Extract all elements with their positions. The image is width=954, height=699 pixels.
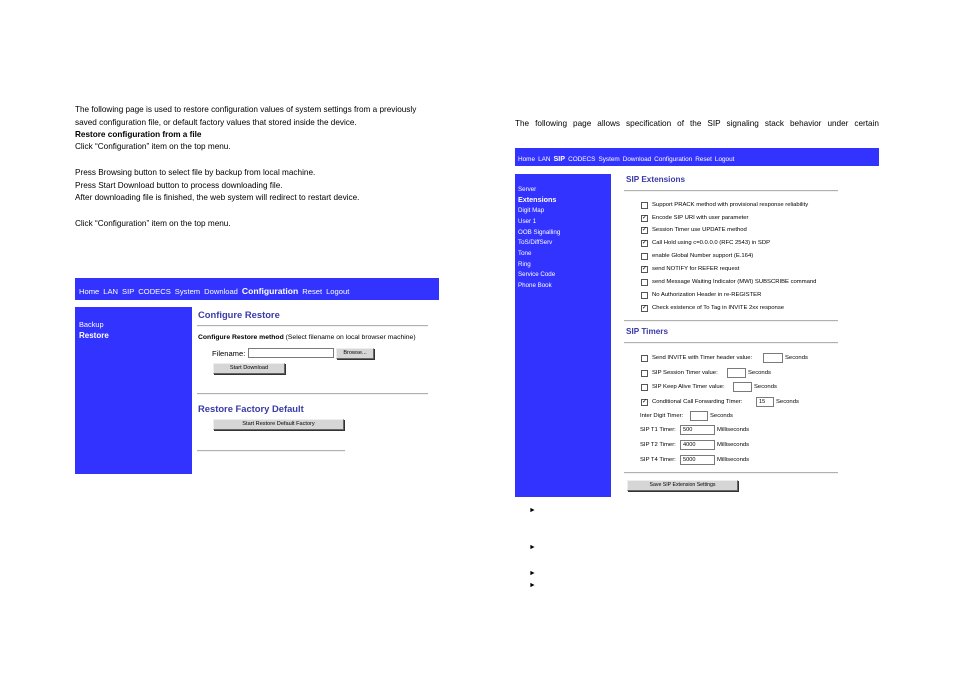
checkbox[interactable]: ✓ xyxy=(642,305,648,311)
menu-home[interactable]: Home xyxy=(79,287,100,296)
unit-label: Seconds xyxy=(748,370,771,376)
divider xyxy=(624,342,838,344)
step-3: Press Start Download button to process downloading file. xyxy=(75,181,283,190)
start-download-button[interactable]: Start Download xyxy=(213,363,285,374)
menu-reset[interactable]: Reset xyxy=(695,156,712,163)
bullet-arrow-icon: ► xyxy=(529,544,536,551)
checkbox[interactable]: ✓ xyxy=(642,399,648,405)
invite-timer-input[interactable] xyxy=(763,353,783,363)
bullet-arrow-icon: ► xyxy=(529,582,536,589)
timer-row-inter-digit xyxy=(640,411,750,422)
sidebar-item-server[interactable]: Server xyxy=(518,186,537,193)
checkbox[interactable]: ✓ xyxy=(642,227,648,233)
divider xyxy=(197,393,428,395)
timer-label: Inter Digit Timer: xyxy=(640,413,684,419)
timer-label: Send INVITE with Timer header value: xyxy=(652,355,753,361)
checkbox[interactable]: ✓ xyxy=(642,266,648,272)
sidebar-item-service-code[interactable]: Service Code xyxy=(518,271,556,278)
divider xyxy=(624,472,838,474)
checkbox[interactable] xyxy=(641,384,648,391)
checkbox[interactable] xyxy=(641,370,648,377)
menu-download[interactable]: Download xyxy=(622,156,652,163)
step-2: Press Browsing button to select file by backup from local machine. xyxy=(75,168,316,177)
forwarding-timer-input[interactable]: 15 xyxy=(756,397,774,407)
sidebar-item-digit-map[interactable]: Digit Map xyxy=(518,207,545,214)
ext-label: send Message Waiting Indicator (MWI) SUBSCRIBE command xyxy=(652,279,817,285)
ext-label: send NOTIFY for REFER request xyxy=(652,266,740,272)
t1-input[interactable]: 500 xyxy=(680,425,715,435)
sip-extensions-title: SIP Extensions xyxy=(626,175,686,184)
menu-lan[interactable]: LAN xyxy=(538,156,551,163)
filename-input[interactable] xyxy=(248,348,334,358)
sidebar-item-phone-book[interactable]: Phone Book xyxy=(518,282,552,289)
unit-label: Milliseconds xyxy=(717,457,750,463)
ext-label: enable Global Number support (E.164) xyxy=(652,253,754,259)
sidebar-item-extensions[interactable]: Extensions xyxy=(518,195,557,204)
unit-label: Seconds xyxy=(754,384,777,390)
ext-label: Call Hold using c=0.0.0.0 (RFC 2543) in SDP xyxy=(652,240,771,246)
step-1: Click “Configuration” item on the top menu. xyxy=(75,142,231,151)
sidebar-item-tos-diffserv[interactable]: ToS/DiffServ xyxy=(518,239,553,246)
bullet-arrow-icon: ► xyxy=(529,570,536,577)
checkbox[interactable] xyxy=(641,355,648,362)
timer-row-t4 xyxy=(640,455,770,466)
unit-label: Milliseconds xyxy=(717,427,750,433)
menu-system[interactable]: System xyxy=(598,156,620,163)
step-4: After downloading file is finished, the web system will redirect to restart device. xyxy=(75,193,360,202)
sidebar-item-tone[interactable]: Tone xyxy=(518,250,532,257)
bullet-arrow-icon: ► xyxy=(529,507,536,514)
keepalive-timer-input[interactable] xyxy=(733,382,752,392)
browse-button[interactable]: Browse... xyxy=(336,348,374,359)
factory-default-title: Restore Factory Default xyxy=(198,403,304,414)
menu-logout[interactable]: Logout xyxy=(326,287,350,296)
timer-label: SIP T4 Timer: xyxy=(640,457,676,463)
menu-reset[interactable]: Reset xyxy=(302,287,323,296)
divider xyxy=(197,450,345,452)
timer-label: SIP T2 Timer: xyxy=(640,442,676,448)
intro-line-2: saved configuration file, or default factory values that stored inside the device. xyxy=(75,118,357,127)
configure-restore-title: Configure Restore xyxy=(198,309,280,320)
unit-label: Seconds xyxy=(785,355,808,361)
menu-codecs[interactable]: CODECS xyxy=(138,287,171,296)
t2-input[interactable]: 4000 xyxy=(680,440,715,450)
sidebar-item-restore[interactable]: Restore xyxy=(79,331,109,340)
timer-label: SIP Session Timer value: xyxy=(652,370,718,376)
sip-intro-text: The following page allows specification of the SIP signaling stack behavior under certain xyxy=(515,119,879,128)
menu-system[interactable]: System xyxy=(174,287,201,296)
timer-row-keepalive[interactable] xyxy=(641,383,841,392)
unit-label: Seconds xyxy=(710,413,733,419)
sidebar-item-ring[interactable]: Ring xyxy=(518,261,531,268)
timer-row-invite[interactable] xyxy=(641,354,841,363)
restore-top-menu xyxy=(79,286,353,296)
checkbox[interactable] xyxy=(641,279,648,286)
sidebar-item-user-1[interactable]: User 1 xyxy=(518,218,537,225)
timer-row-forwarding[interactable] xyxy=(641,398,841,407)
timer-label: SIP T1 Timer: xyxy=(640,427,676,433)
restore-heading: Restore configuration from a file xyxy=(75,130,202,139)
timer-row-session[interactable] xyxy=(641,369,841,378)
sip-top-menu xyxy=(518,154,737,163)
ext-label: No Authorization Header in re-REGISTER xyxy=(652,292,762,298)
menu-sip[interactable]: SIP xyxy=(553,154,566,163)
filename-label: Filename: xyxy=(212,349,246,358)
intro-line-1: The following page is used to restore configuration values of system settings from a previously xyxy=(75,105,417,114)
menu-sip[interactable]: SIP xyxy=(122,287,135,296)
divider xyxy=(624,190,838,192)
checkbox[interactable]: ✓ xyxy=(642,240,648,246)
t4-input[interactable]: 5000 xyxy=(680,455,715,465)
ext-label: Support PRACK method with provisional response reliability xyxy=(652,202,809,208)
ext-label: Encode SIP URI with user parameter xyxy=(652,215,749,221)
ext-label: Session Timer use UPDATE method xyxy=(652,227,747,233)
menu-configuration[interactable]: Configuration xyxy=(654,156,693,163)
inter-digit-input[interactable] xyxy=(690,411,708,421)
save-sip-extension-button[interactable]: Save SIP Extension Settings xyxy=(627,480,738,491)
checkbox[interactable] xyxy=(641,253,648,260)
unit-label: Seconds xyxy=(776,399,799,405)
sip-timers-title: SIP Timers xyxy=(626,327,669,336)
divider xyxy=(197,325,428,327)
timer-row-t1 xyxy=(640,425,770,436)
restore-method-label: Configure Restore method (Select filename on local browser machine) xyxy=(198,334,416,341)
restore-factory-button[interactable]: Start Restore Default Factory xyxy=(213,419,344,430)
checkbox[interactable]: ✓ xyxy=(642,215,648,221)
menu-configuration[interactable]: Configuration xyxy=(241,286,299,296)
timer-row-t2 xyxy=(640,440,770,451)
menu-logout[interactable]: Logout xyxy=(714,156,735,163)
timer-label: SIP Keep Alive Timer value: xyxy=(652,384,725,390)
divider xyxy=(624,320,838,322)
menu-lan[interactable]: LAN xyxy=(103,287,119,296)
unit-label: Milliseconds xyxy=(717,442,750,448)
ext-label: Check existence of To Tag in INVITE 2xx response xyxy=(652,305,785,311)
checkbox[interactable] xyxy=(641,202,648,209)
menu-home[interactable]: Home xyxy=(518,156,536,163)
checkbox[interactable] xyxy=(641,292,648,299)
menu-download[interactable]: Download xyxy=(204,287,238,296)
session-timer-input[interactable] xyxy=(727,368,746,378)
menu-codecs[interactable]: CODECS xyxy=(568,156,596,163)
step-5: Click “Configuration” item on the top menu. xyxy=(75,219,231,228)
sidebar-item-oob-signalling[interactable]: OOB Signalling xyxy=(518,229,561,236)
timer-label: Conditional Call Forwarding Timer: xyxy=(652,399,743,405)
sidebar-item-backup[interactable]: Backup xyxy=(79,320,104,329)
